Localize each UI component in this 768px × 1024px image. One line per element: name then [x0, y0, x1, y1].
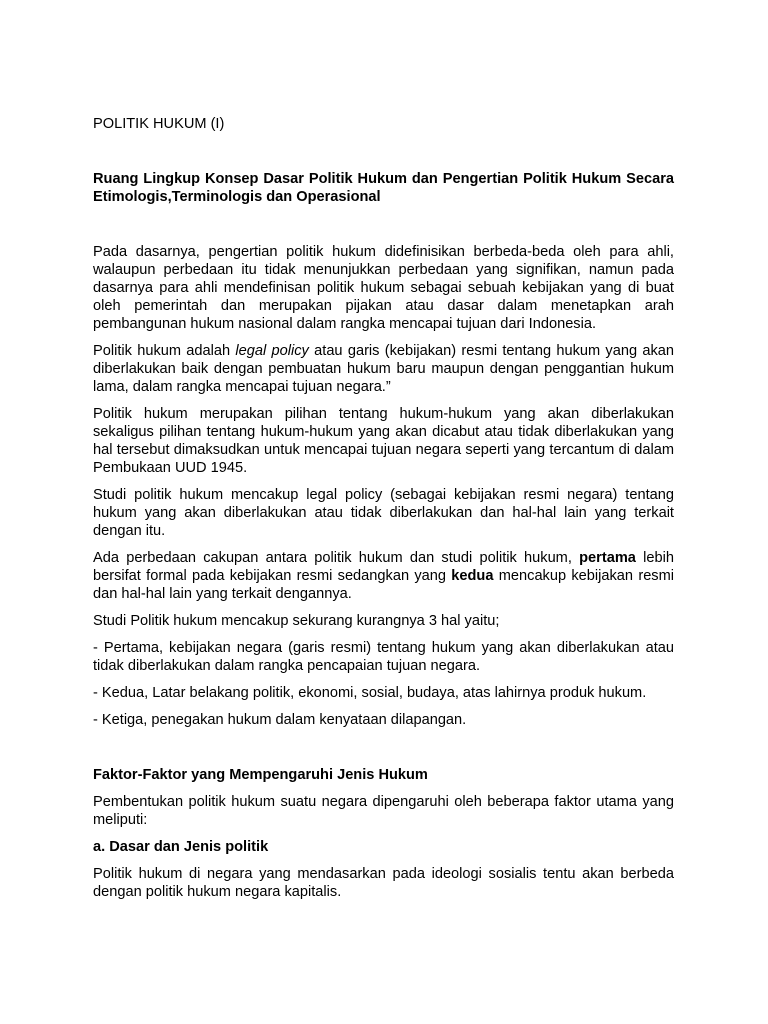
list-item-1: - Pertama, kebijakan negara (garis resmi) tentang hukum yang akan diberlakukan atau tidak diberlakukan dalam rangka pencapaian tujuan negara. — [93, 640, 674, 674]
list-item-2: - Kedua, Latar belakang politik, ekonomi, sosial, budaya, atas lahirnya produk hukum. — [93, 685, 647, 701]
paragraph-5-text-a: Ada perbedaan cakupan antara politik hukum dan studi politik hukum, — [93, 550, 580, 566]
paragraph-2-text-a: Politik hukum adalah — [93, 343, 236, 359]
paragraph-6: Studi Politik hukum mencakup sekurang kurangnya 3 hal yaitu; — [93, 613, 500, 629]
paragraph-2-text-b: atau garis (kebijakan) resmi tentang hukum yang akan diberlakukan baik dengan pembuatan hukum baru maupun dengan penggantian hukum lama, dalam rangka mencapai tujuan negara.” — [93, 343, 675, 395]
paragraph-5-bold-a: pertama — [579, 550, 636, 566]
document-body — [93, 243, 674, 910]
section-heading-2: Faktor-Faktor yang Mempengaruhi Jenis Hukum — [93, 767, 428, 783]
list-item-3: - Ketiga, penegakan hukum dalam kenyataan dilapangan. — [93, 712, 467, 728]
paragraph-5 — [93, 549, 674, 603]
paragraph-3: Politik hukum merupakan pilihan tentang hukum-hukum yang akan diberlakukan sekaligus pilihan tentang hukum-hukum yang akan dicabut atau tidak diberlakukan yang hal tersebut dimaksudkan untuk mencapai tujuan negara seperti yang tercantum di dalam Pembukaan UUD 1945. — [93, 406, 674, 476]
paragraph-5-bold-b: kedua — [451, 568, 494, 584]
paragraph-2-emphasis: legal policy — [235, 343, 309, 359]
paragraph-5-text-b: lebih bersifat formal pada kebijakan resmi sedangkan yang — [93, 550, 674, 584]
section-heading: Ruang Lingkup Konsep Dasar Politik Hukum dan Pengertian Politik Hukum Secara Etimologis,Terminologis dan Operasional — [93, 171, 674, 205]
paragraph-4: Studi politik hukum mencakup legal policy (sebagai kebijakan resmi negara) tentang hukum yang akan diberlakukan atau tidak diberlakukan dan hal-hal lain yang terkait dengan itu. — [93, 487, 674, 539]
paragraph-5-text-c: mencakup kebijakan resmi dan hal-hal lain yang terkait dengannya. — [93, 568, 674, 602]
document-title: POLITIK HUKUM (I) — [93, 116, 225, 132]
subheading-a: a. Dasar dan Jenis politik — [93, 839, 269, 855]
paragraph-8: Politik hukum di negara yang mendasarkan pada ideologi sosialis tentu akan berbeda dengan politik hukum negara kapitalis. — [93, 866, 674, 900]
paragraph-1: Pada dasarnya, pengertian politik hukum didefinisikan berbeda-beda oleh para ahli, walaupun perbedaan itu tidak menunjukkan perbedaan yang signifikan, namun pada dasarnya para ahli mendefinisan politik hukum sebagai sebuah kebijakan yang di buat oleh pemerintah dan merupakan pijakan atau dasar dalam menetapkan arah pembangunan hukum nasional dalam rangka mencapai tujuan dari Indonesia. — [93, 244, 674, 332]
paragraph-2 — [93, 342, 674, 396]
paragraph-7: Pembentukan politik hukum suatu negara dipengaruhi oleh beberapa faktor utama yang meliputi: — [93, 794, 674, 828]
